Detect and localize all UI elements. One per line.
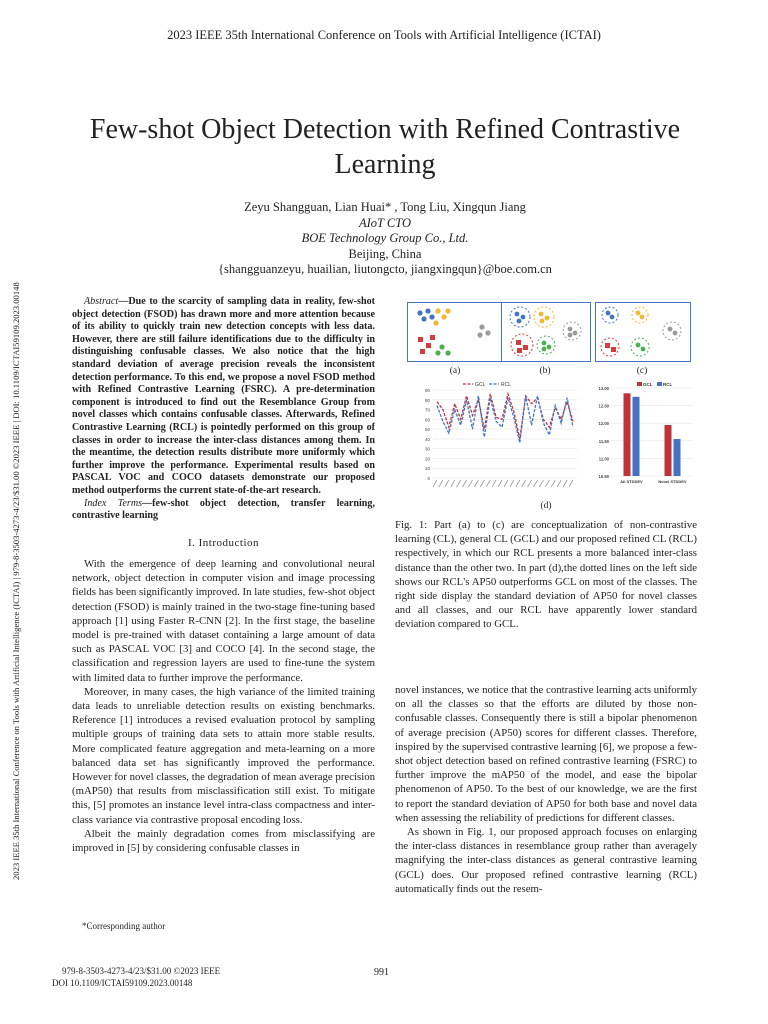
y-tick-label: 90: [424, 388, 430, 393]
x-tick-label: [474, 480, 478, 487]
author-city: Beijing, China: [348, 246, 422, 261]
panel-d-charts: [415, 380, 697, 498]
legend-label: RCL: [501, 382, 512, 388]
abstract: [72, 296, 375, 498]
x-tick-label: [439, 480, 443, 487]
y-tick-label: 0: [427, 476, 430, 481]
y-tick-label: 10.50: [598, 474, 609, 479]
x-tick-label: [480, 480, 484, 487]
x-tick-label: [445, 480, 449, 487]
figure-caption: Fig. 1: Part (a) to (c) are conceptualization of non-contrastive learning (CL), general CL (GCL) and our proposed refined CL (RCL) respectively, in which our RCL presents a more balanced inter-class distance than the other two. In part (d),the dotted lines on the left side shows our RCL's AP50 outperforms GCL on most of the classes. The right side display the standard deviation of AP50 for novel classes and all classes, and our RCL have apparently lower standard deviation compared to GCL.: [395, 519, 697, 631]
legend-label: GCL: [643, 382, 653, 387]
abstract-lead: Abstract: [84, 296, 119, 307]
cluster-ring-gray: [563, 322, 581, 340]
x-tick-label: [545, 480, 549, 487]
author-org: BOE Technology Group Co., Ltd.: [301, 231, 469, 245]
y-tick-label: 50: [424, 427, 430, 433]
cluster-plot-c: [596, 303, 690, 361]
panel-label-b: (b): [539, 366, 551, 376]
line-chart-ap50: [425, 382, 577, 487]
left-column: [72, 296, 375, 855]
x-tick-label: [510, 480, 514, 487]
x-tick-label: [557, 480, 561, 487]
cluster-ring-yellow: [534, 307, 554, 327]
x-tick-label: [492, 480, 496, 487]
x-tick-label: [563, 480, 567, 487]
y-tick-label: 80: [424, 397, 430, 403]
bar-chart-stddev: [599, 382, 693, 484]
bar-rcl: [633, 397, 640, 476]
abstract-text: —Due to the scarcity of sampling data in reality, few-shot object detection (FSOD) has drawn more and more attention because of its ability to quickly train new detection concepts with less data. However, there are still failure identifications due to the difficulty in distinguishing confusable classes. We also notice that the high standard deviation of average precision reveals the inconsistent detection performance. To this end, we propose a novel FSOD method with Refined Contrastive Learning (FSRC). A pre-determination component is introduced to find out the Resemblance Group from novel classes which contains confusable classes. Afterwards, Refined Contrastive Learning (RCL) is pointedly performed on this group of classes in order to increase the inter-class distances among them. In the meantime, the detection results distribute more uniformly which further improve the performance. Experimental results based on PASCAL VOC and COCO datasets demonstrate our proposed method outperforms the current state-of-the-art research.: [72, 296, 375, 496]
cluster-plot-b: [502, 303, 590, 361]
y-tick-label: 70: [424, 407, 430, 413]
x-category-label: Novel STDDEV: [658, 479, 687, 484]
class-cluster-gray: [477, 324, 490, 337]
index-terms: [72, 498, 375, 523]
y-tick-label: 11.50: [598, 438, 609, 444]
panel-label-d: (d): [540, 501, 552, 511]
x-tick-label: [451, 480, 455, 487]
cluster-plot-a: [408, 303, 504, 361]
y-tick-label: 30: [424, 446, 430, 452]
legend-label: RCL: [663, 382, 673, 387]
x-category-label: All STDDEV: [620, 479, 643, 484]
author-emails: {shangguanzeyu, huailian, liutongcto, jiangxingqun}@boe.com.cn: [218, 262, 552, 276]
footer-doi: DOI 10.1109/ICTAI59109.2023.00148: [52, 978, 193, 988]
paper-title: Few-shot Object Detection with Refined Contrastive Learning: [89, 114, 681, 180]
author-dept: AIoT CTO: [359, 215, 411, 230]
bar-rcl: [674, 439, 681, 476]
x-tick-label: [498, 480, 502, 487]
x-tick-label: [516, 480, 520, 487]
x-tick-label: [457, 480, 461, 487]
panel-b-general-cl: [501, 302, 591, 362]
intro-paragraph-3: Albeit the mainly degradation comes from misclassifying are improved in [5] by considering confusable classes in: [72, 827, 375, 854]
right-paragraph-1: novel instances, we notice that the contrastive learning acts uniformly on all the classes so that the efforts are diluted by those non-confusable classes. Consequently there is still a bipolar phenomenon of average precision (AP50) scores for different classes. Therefore, inspired by the supervised contrastive learning [6], we propose a few-shot object detection based on refined contrastive learning (FSRC) to further improve the mAP50 of the model, and ease the bipolar phenomenon of AP50. To the best of our knowledge, we are the first to report the standard deviation of AP50 for both base and novel data when assessing the reliability of predictions for different classes.: [395, 684, 697, 824]
x-tick-label: [486, 480, 490, 487]
intro-paragraph-2: Moreover, in many cases, the high variance of the limited training data leads to unreliable detection results on existing benchmarks. Reference [1] introduces a revised evaluation protocol by sampling multiple groups of training data sets to attain more stable results. More complicated feature aggregation and meta-learning on a more balanced data set has significantly improved the performance. However for novel classes, the degradation of mean average precision (mAP50) that results from misclassification still exist. To mitigate this, [5] promotes an instance level intra-class compactness and inter-class variance via contrastive proposal encoding loss.: [72, 685, 375, 826]
footnote: *Corresponding author: [82, 921, 166, 931]
y-tick-label: 20: [424, 456, 430, 462]
class-cluster-yellow: [433, 308, 450, 325]
y-tick-label: 40: [424, 436, 430, 442]
x-tick-label: [551, 480, 555, 487]
cluster-ring-blue: [602, 307, 618, 323]
class-cluster-blue: [417, 308, 434, 321]
cluster-ring-green: [631, 338, 649, 356]
right-column: [395, 683, 697, 896]
conference-header: 2023 IEEE 35th International Conference on Tools with Artificial Intelligence (ICTAI): [167, 28, 601, 42]
class-cluster-green: [435, 344, 450, 355]
panel-label-c: (c): [636, 366, 648, 376]
y-tick-label: 13.00: [598, 386, 609, 391]
y-tick-label: 11.00: [598, 456, 609, 462]
cluster-ring-green: [537, 336, 555, 354]
x-tick-label: [534, 480, 538, 487]
side-doi-note: 2023 IEEE 35th International Conference on Tools with Artificial Intelligence (ICTAI) | 979-8-3503-4273-4/23/$31.00 ©2023 IEEE | DOI: 10.1109/ICTAI59109.2023.00148: [11, 282, 21, 880]
author-names: Zeyu Shangguan, Lian Huai* , Tong Liu, Xingqun Jiang: [244, 200, 526, 214]
x-tick-label: [433, 480, 437, 487]
x-tick-label: [539, 480, 543, 487]
panel-label-a: (a): [449, 366, 461, 376]
panel-a-noncontrastive: [407, 302, 505, 362]
x-tick-label: [528, 480, 532, 487]
section-heading: I. Introduction: [187, 536, 260, 549]
x-tick-label: [463, 480, 467, 487]
x-tick-label: [468, 480, 472, 487]
cluster-ring-yellow: [632, 307, 648, 323]
page-number: 991: [374, 967, 389, 978]
class-cluster-red: [418, 335, 435, 354]
right-paragraph-2: As shown in Fig. 1, our proposed approach focuses on enlarging the inter-class distances in resemblance group rather than averagely magnifying the inter-class distances as general contrastive learning (GCL) does. Our proposed refined contrastive learning (RCL) automatically finds out the resem-: [395, 826, 697, 895]
index-terms-text: —few-shot object detection, transfer learning, contrastive learning: [72, 497, 375, 522]
legend-label: GCL: [475, 382, 486, 388]
cluster-ring-gray: [663, 322, 681, 340]
author-block: [140, 200, 630, 278]
figure-1: [395, 300, 697, 520]
x-tick-label: [522, 480, 526, 487]
cluster-ring-blue: [510, 307, 530, 327]
legend-swatch: [637, 382, 642, 386]
y-tick-label: 10: [424, 466, 430, 472]
legend-swatch: [657, 382, 662, 386]
intro-paragraph-1: With the emergence of deep learning and convolutional neural network, object detection in computer vision and image processing fields has been significantly improved. In late studies, few-shot object detection (FSOD) is mainly trained in the two-stage fine-tuning based approach [1] using Faster R-CNN [2]. In the first stage, the baseline model is pre-trained with dataset containing a large amount of data such as PASCAL VOC [3] and COCO [4]. In the second stage, the classification and regression layers are used to fine-tune the system with limited data to further improve the performance.: [72, 557, 375, 684]
index-terms-lead: Index Terms: [84, 497, 143, 509]
x-tick-label: [569, 480, 573, 487]
bar-gcl: [665, 425, 672, 476]
y-tick-label: 60: [424, 417, 430, 423]
y-tick-label: 12.50: [598, 403, 609, 409]
bar-gcl: [624, 393, 631, 476]
footer-isbn: 979-8-3503-4273-4/23/$31.00 ©2023 IEEE: [62, 966, 221, 976]
y-tick-label: 12.00: [598, 421, 609, 427]
panel-c-refined-cl: [595, 302, 691, 362]
x-tick-label: [504, 480, 508, 487]
